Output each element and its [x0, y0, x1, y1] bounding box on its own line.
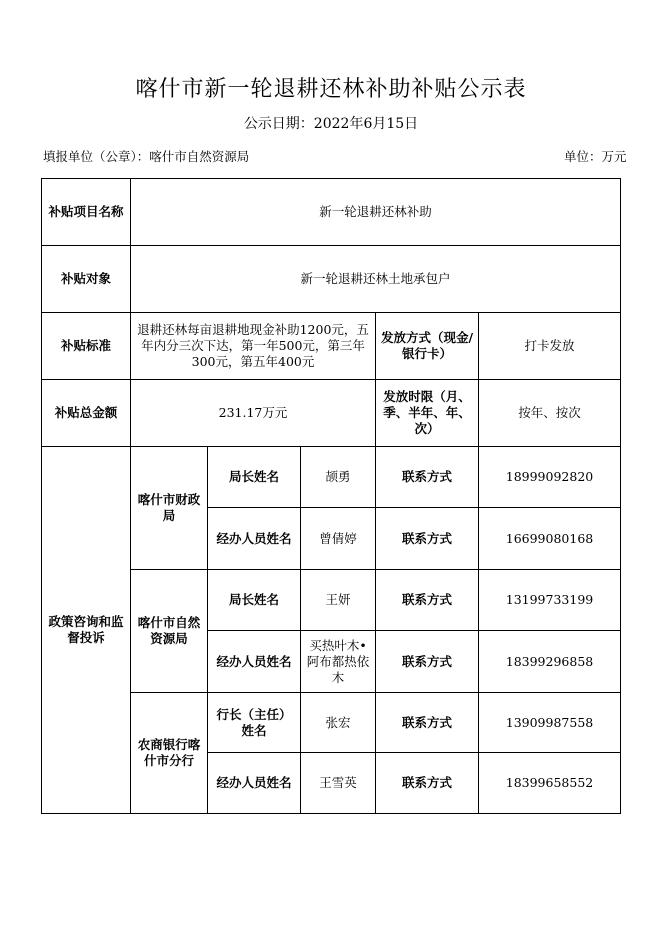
- role-label: 行长（主任）姓名: [207, 692, 301, 753]
- project-label: 补贴项目名称: [41, 178, 131, 246]
- org-resources: 喀什市自然资源局: [130, 569, 208, 693]
- role-label: 经办人员姓名: [207, 630, 301, 693]
- contact-label: 联系方式: [375, 692, 479, 753]
- role-label: 经办人员姓名: [207, 507, 301, 570]
- phone-number: 18399658552: [478, 752, 621, 814]
- phone-number: 13199733199: [478, 569, 621, 631]
- page-title: 喀什市新一轮退耕还林补助补贴公示表: [135, 77, 527, 102]
- org-finance: 喀什市财政局: [130, 446, 208, 570]
- standard-value: 退耕还林每亩退耕地现金补助1200元，五年内分三次下达，第一年500元，第三年300元，第五年400元: [130, 312, 376, 380]
- method-label: 发放方式（现金/银行卡）: [375, 312, 479, 380]
- org-bank: 农商银行喀什市分行: [130, 692, 208, 814]
- person-name: 张宏: [300, 692, 376, 753]
- method-value: 打卡发放: [478, 312, 621, 380]
- reporting-unit: 填报单位（公章）：喀什市自然资源局: [43, 149, 250, 164]
- currency-unit: 单位：万元: [564, 149, 627, 164]
- total-value: 231.17万元: [130, 379, 376, 447]
- phone-number: 18999092820: [478, 446, 621, 508]
- contact-label: 联系方式: [375, 569, 479, 631]
- period-label: 发放时限（月、季、半年、年、次）: [375, 379, 479, 447]
- person-name: 曾倩婷: [300, 507, 376, 570]
- contact-label: 联系方式: [375, 507, 479, 570]
- total-label: 补贴总金额: [41, 379, 131, 447]
- consult-label: 政策咨询和监督投诉: [41, 446, 131, 814]
- standard-label: 补贴标准: [41, 312, 131, 380]
- subsidy-table: [41, 178, 621, 814]
- person-name: 王雪英: [300, 752, 376, 814]
- target-label: 补贴对象: [41, 245, 131, 313]
- publish-date: 公示日期：2022年6月15日: [243, 116, 419, 132]
- phone-number: 13909987558: [478, 692, 621, 753]
- target-value: 新一轮退耕还林土地承包户: [130, 245, 621, 313]
- role-label: 局长姓名: [207, 446, 301, 508]
- project-value: 新一轮退耕还林补助: [130, 178, 621, 246]
- contact-label: 联系方式: [375, 752, 479, 814]
- contact-label: 联系方式: [375, 630, 479, 693]
- person-name: 王妍: [300, 569, 376, 631]
- person-name: 颉勇: [300, 446, 376, 508]
- contact-label: 联系方式: [375, 446, 479, 508]
- phone-number: 16699080168: [478, 507, 621, 570]
- role-label: 经办人员姓名: [207, 752, 301, 814]
- person-name: 买热叶木•阿布都热依木: [300, 630, 376, 693]
- period-value: 按年、按次: [478, 379, 621, 447]
- phone-number: 18399296858: [478, 630, 621, 693]
- role-label: 局长姓名: [207, 569, 301, 631]
